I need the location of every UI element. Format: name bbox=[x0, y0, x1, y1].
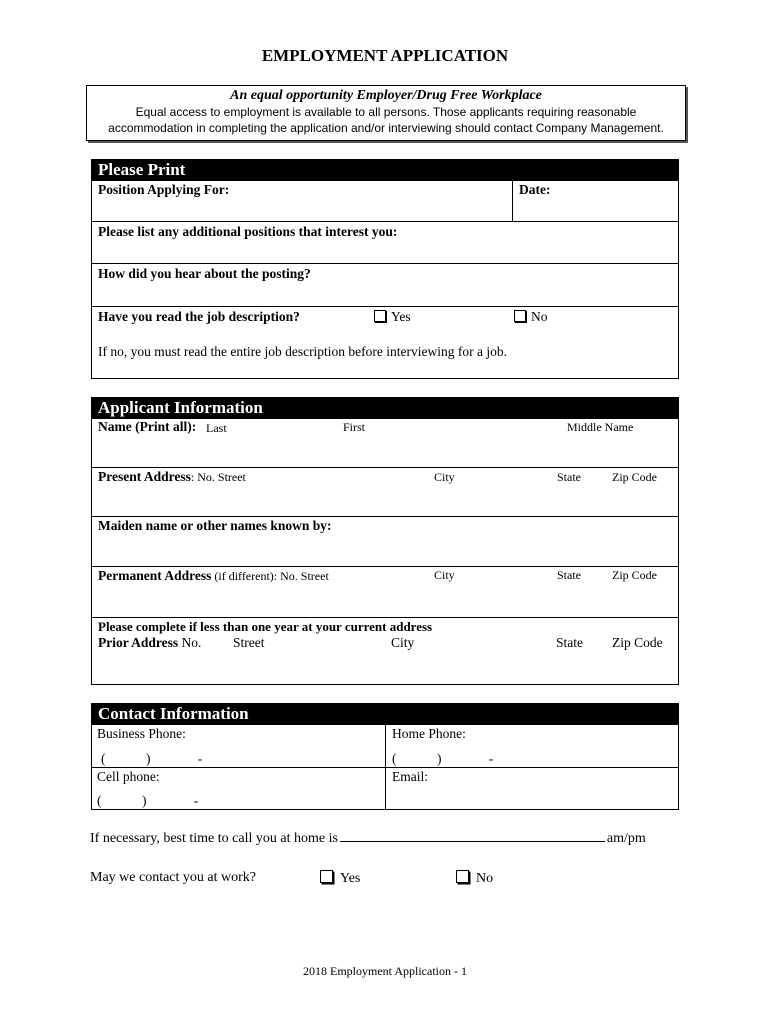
contact-info-header: Contact Information bbox=[91, 703, 679, 724]
position-label: Position Applying For: bbox=[98, 182, 230, 197]
please-print-header: Please Print bbox=[91, 159, 679, 180]
checkbox-icon[interactable] bbox=[374, 310, 386, 322]
read-description-note: If no, you must read the entire job description before interviewing for a job. bbox=[98, 344, 508, 359]
checkbox-icon[interactable] bbox=[456, 870, 469, 883]
page-title: EMPLOYMENT APPLICATION bbox=[261, 46, 509, 65]
best-time-field[interactable] bbox=[340, 829, 605, 842]
home-phone-label: Home Phone: bbox=[392, 726, 466, 741]
row-divider bbox=[91, 263, 679, 264]
row-divider bbox=[91, 566, 679, 567]
maiden-name-field[interactable] bbox=[96, 537, 674, 563]
eeo-heading: An equal opportunity Employer/Drug Free Workplace bbox=[230, 88, 542, 103]
prior-address-field[interactable] bbox=[96, 654, 674, 681]
permanent-state-label: State bbox=[557, 568, 581, 582]
permanent-address-field[interactable] bbox=[96, 587, 674, 613]
row-divider bbox=[91, 617, 679, 618]
present-address-field[interactable] bbox=[96, 488, 674, 513]
name-last-label: Last bbox=[206, 421, 227, 435]
prior-state-label: State bbox=[556, 635, 583, 650]
position-field[interactable] bbox=[96, 200, 508, 218]
page-footer: 2018 Employment Application - 1 bbox=[303, 964, 467, 978]
contact-work-label: May we contact you at work? bbox=[90, 870, 256, 885]
prior-street-label: Street bbox=[233, 635, 265, 650]
prior-city-label: City bbox=[391, 635, 415, 650]
applicant-info-header: Applicant Information bbox=[91, 397, 679, 418]
present-zip-label: Zip Code bbox=[612, 470, 657, 484]
checkbox-icon[interactable] bbox=[320, 870, 333, 883]
present-address-label: Present Address: No. Street bbox=[98, 469, 246, 484]
contact-work-yes[interactable]: Yes bbox=[320, 870, 360, 887]
present-city-label: City bbox=[434, 470, 455, 484]
hear-about-label: How did you hear about the posting? bbox=[98, 266, 311, 281]
eeo-line-1: Equal access to employment is available to all persons. Those applicants requiring reasonable bbox=[135, 105, 637, 119]
business-phone-field[interactable]: ( ) - bbox=[101, 751, 203, 766]
row-divider bbox=[91, 516, 679, 517]
contact-work-no[interactable]: No bbox=[456, 870, 493, 887]
prior-address-label: Prior Address No. bbox=[98, 635, 202, 650]
row-divider bbox=[91, 467, 679, 468]
eeo-line-2: accommodation in completing the application and/or interviewing should contact Company Management. bbox=[108, 121, 664, 135]
permanent-city-label: City bbox=[434, 568, 455, 582]
row-divider bbox=[91, 767, 679, 768]
prior-zip-label: Zip Code bbox=[612, 635, 663, 650]
best-time-label: If necessary, best time to call you at home is bbox=[90, 831, 338, 846]
additional-positions-field[interactable] bbox=[96, 242, 674, 260]
read-description-no[interactable]: No bbox=[514, 309, 548, 325]
business-phone-label: Business Phone: bbox=[97, 726, 186, 741]
name-first-label: First bbox=[343, 420, 366, 434]
read-description-yes[interactable]: Yes bbox=[374, 309, 411, 325]
additional-positions-label: Please list any additional positions that interest you: bbox=[98, 224, 398, 239]
email-field[interactable] bbox=[392, 787, 674, 806]
best-time-suffix: am/pm bbox=[606, 831, 646, 846]
date-field[interactable] bbox=[517, 200, 675, 218]
date-label: Date: bbox=[519, 182, 551, 197]
prior-address-note: Please complete if less than one year at your current address bbox=[98, 619, 433, 634]
hear-about-field[interactable] bbox=[96, 284, 674, 302]
cell-phone-field[interactable]: ( ) - bbox=[97, 793, 199, 808]
read-description-label: Have you read the job description? bbox=[98, 309, 300, 324]
eeo-notice bbox=[86, 85, 686, 141]
email-label: Email: bbox=[392, 769, 428, 784]
name-label: Name (Print all): bbox=[98, 419, 197, 434]
maiden-name-label: Maiden name or other names known by: bbox=[98, 518, 332, 533]
date-divider bbox=[512, 180, 513, 222]
row-divider bbox=[91, 221, 679, 222]
present-state-label: State bbox=[557, 470, 581, 484]
name-middle-label: Middle Name bbox=[567, 420, 634, 434]
row-divider bbox=[91, 306, 679, 307]
permanent-zip-label: Zip Code bbox=[612, 568, 657, 582]
cell-phone-label: Cell phone: bbox=[97, 769, 160, 784]
name-field[interactable] bbox=[96, 437, 674, 463]
checkbox-icon[interactable] bbox=[514, 310, 526, 322]
home-phone-field[interactable]: ( ) - bbox=[392, 751, 494, 766]
permanent-address-label: Permanent Address (if different): No. Street bbox=[98, 568, 329, 583]
best-time-row bbox=[90, 829, 646, 847]
